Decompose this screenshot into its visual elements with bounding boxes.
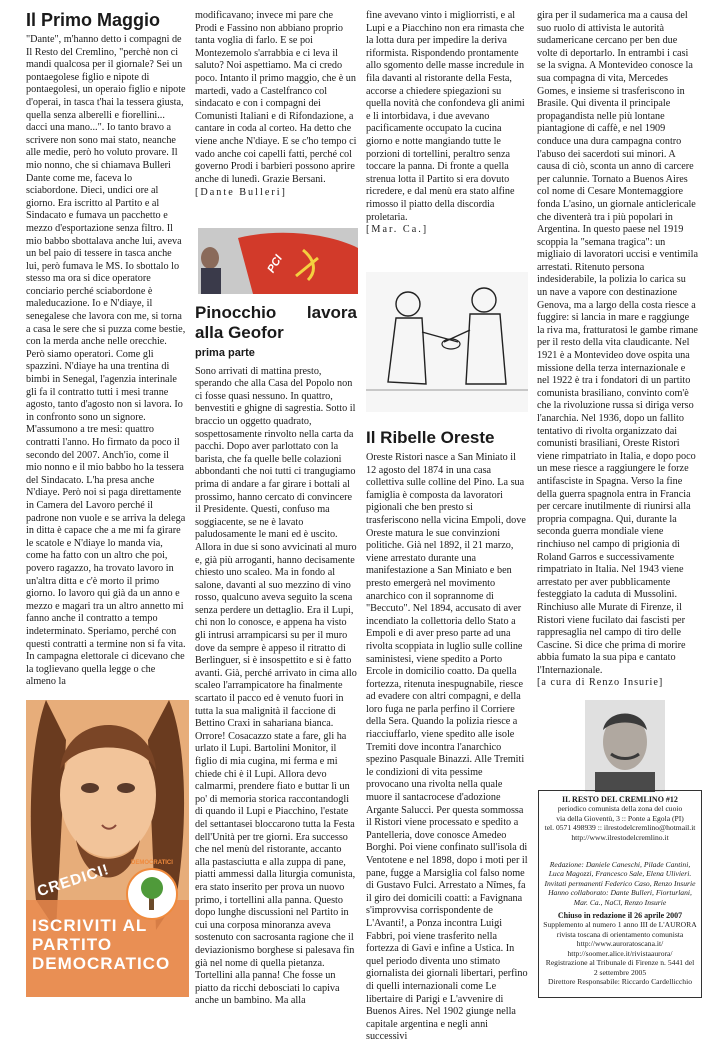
masthead-redazione: Redazione: Daniele Caneschi, Pilade Cantini, Luca Magozzi, Francesco Sale, Elena Ulivieri. xyxy=(548,860,692,879)
masthead-contact: tel. 0571 498939 :: ilrestodelcremlino@hotmail.it xyxy=(544,823,696,833)
masthead-invitati: Invitati permanenti Federico Caso, Renzo Insurie xyxy=(544,878,696,888)
masthead-url-rivista[interactable]: http://soomer.alice.it/rivistaaurora/ xyxy=(567,948,673,958)
ad-logo xyxy=(126,860,178,920)
flag-pci-text: PCI xyxy=(265,253,285,275)
column-1 xyxy=(26,10,186,689)
advertisement-partito-democratico xyxy=(26,700,189,997)
column-2-article-pinocchio xyxy=(195,303,357,1008)
ad-slogan: ISCRIVITI AL PARTITO DEMOCRATICO xyxy=(32,916,171,973)
masthead-director: Direttore Responsabile: Riccardo Cardellicchio xyxy=(547,976,693,986)
photo-oreste-ristori xyxy=(585,700,665,792)
masthead-spacer xyxy=(543,842,697,860)
article-body-primo-maggio-continued: modificavano; invece mi pare che Prodi e Fassino non abbiano proprio tanta voglia di farlo. E se poi Montezemolo s'arrabbia e ci leva il saluto? Noi aspettiamo. Ma ci credo poco. Intanto il primo maggio, che è un martedì, vado a Castelfranco col sindacato e con i compagni dei Comunisti Italiani e di Rifondazione, a cantare in coda al corteo. Ha detto che viene anche N'diaye. E se c'ho tempo ci vado anche coi capelli fatti, perché col governo Prodi i barbieri possono aprire anche di lunedì. Grazie Bersani. xyxy=(195,10,357,185)
ad-badge-credici: CREDICI! xyxy=(35,860,112,901)
olive-tree-icon xyxy=(128,870,176,918)
article-body-pinocchio-continued: fine avevano vinto i migliorristi, e al Lupi e a Piacchino non era rimasta che la lotta dura per impedire la deriva riformista. Rispondendo prontamente allo sgomento delle masse incredule in fila davanti al ristorante della Festa, accorse a chiedere spiegazioni su quella novità che confondeva gli animi e li intorbidava, i due avevano pacificamente occupato la cucina giorno e notte mangiando tutte le porzioni di tortellini, peraltro senza toccare la panna. Di fronte a quella strenua lotta il Partito si era dovuto ricredere, e dal menù era stato alfine rimosso il piatto della discordia proletaria. xyxy=(366,10,525,223)
masthead-supplement: Supplemento al numero 1 anno III de L'AURORA rivista toscana di orientamento comunista xyxy=(543,920,697,939)
portrait-illustration xyxy=(585,700,665,792)
article-body-primo-maggio: "Dante", m'hanno detto i compagni de Il Resto del Cremlino, "perchè non ci mandi qualcosa per il giornale? Sei un pontaegolese figlio e nipote di pontaegolesi, un operaio figlio e nipote d'operai, in tasca t'hai la tessera giusta, quella senza alberelli e fiorellini... dacci una mano...". Io tanto bravo a scrivere non sono mai stato, neanche alle medie, però ho voluto provare. Il mio nonno, che si chiamava Bulleri Dante come me, faceva lo sciabordone. Dieci, undici ore al giorno. Era iscritto al Partito e al Sindacato e fumava un pacchetto e mezzo d'esportazione senza filtro. Il mio babbo sbottalava anche lui, aveva un bel paio di tessere in tasca anche lui, però fumava le MS. Io sbottalo lo stesso ma ora si dice operatore conciario perché sciabordone è maleducazione. Io e N'diaye, il senegalese che lavora con me, si torna a casa le sere che si puzza come bestie, con la merda anche nelle orecchie. Però siamo operatori. Come gli spazzini. N'diaye ha una trentina di bimbi in Senegal, l'agenzia interinale gli fa il contratto tutti i mesi tranne agosto, tanto d'agosto non si lavora. Io in confronto sono un signore. M'assumono a tre mesi: quattro contratti l'anno. Ho firmato da poco il secondo del 2007. Anch'io, come il mio nonno e il mio babbo ho la tessera del Sindacato. L'ha presa anche N'diaye. Però noi si paga direttamente in Camera del Lavoro perché il padrone non vuole e se arriva la delega in ditta è capace che a me mi fa girare le scatole e N'diaye lo manda via, come ha fatto con un altro che poi, povero ragazzo, ha trovato lavoro in un'altra ditta e c'è morto il primo giorno. Io lavoro qui già da un anno e mezzo e magari tra un altro annetto mi fanno anche il contratto a tempo indeterminato. Speriamo, perché con questi contratti a termine non si fa vita. In campagna elettorale ci dicevano che la toglievano quella legge o che almeno la xyxy=(26,34,186,688)
article-body-ribelle-oreste-continued: gira per il sudamerica ma a causa del suo ruolo di attivista le autorità sudamericane cercano per ben due volte di deportarlo. In entrambi i casi se la svigna. A Montevideo conosce la sua compagna di vita, Mercedes Gomes, e insieme si trasferiscono in Brasile. Qui diventa il principale propagandista nelle più lontane piantagione di caffè, e nel 1909 conduce una dura campagna contro l'abuso dei sacerdoti sui minori. A causa di ciò, sconta un anno di carcere per calunnie. Tornato a Buenos Aires col nome di Cesare Montemaggiore fonda L'asino, un giornale anticlericale che diventerà tra i più popolari in Argentina. In questo paese nel 1919 scoppia la "semana tragica": un migliaio di lavoratori uccisi e ventimila arrestati. Ritenuto persona indesiderabile, la polizia lo carica su un nave a vapore con destinazione Genova, ma a largo della costa riesce a fuggire: si lancia in mare e raggiunge la riva ma, fratturatosi le gambe rimane per il resto della vita claudicante. Nel 1921 è a Montevideo dove ospita una missione della terza internazionale e nel 1922 è tra i fondatori di un partito comunista brasiliano, convinto com'è che la rivoluzione russa si diriga verso l'anarchia. Nel 1936, dopo un fallito tentativo di rivolta organizzato dai comunisti brasiliani, Oreste Ristori viene rimpatriato in Italia, e dopo poco un mese riesce a raggiungere le forze antifasciste in Spagna. Verso la fine della guerra spagnola entra in Francia per cercare inutilmente di riunirsi alla propria compagna. Qui, durante la seconda guerra mondiale viene rinchiuso nel campo di prigionia di Roland Garros e successivamente rimpatriato in Italia. Nel 1943 viene arrestato per aver pubblicamente festeggiato la caduta di Mussolini. Rinchiuso alle Murate di Firenze, il Ristori viene fucilato dai fascisti per rappresaglia nel campo di tiro delle Cascine. Si dice che prima di morire abbia fumato la sua pipa e cantato l'Internazionale. xyxy=(537,10,698,676)
cartoon-illustration xyxy=(366,272,528,412)
article-signature-bulleri: [Dante Bulleri] xyxy=(195,187,287,199)
masthead-box xyxy=(538,790,702,998)
article-title-pinocchio: Pinocchio lavora alla Geofor xyxy=(195,303,357,342)
photo-pci-flag xyxy=(198,228,358,294)
article-title-ribelle-oreste: Il Ribelle Oreste xyxy=(366,428,495,447)
column-2 xyxy=(195,10,357,200)
masthead-website[interactable]: http://www.ilrestodelcremlino.it xyxy=(571,832,669,842)
masthead-registration: Registrazione al Tribunale di Firenze n. 5441 del 2 settembre 2005 xyxy=(545,958,695,977)
article-signature-insurie: [a cura di Renzo Insurie] xyxy=(537,677,664,689)
masthead-closing-date: Chiuso in redazione il 26 aprile 2007 xyxy=(557,911,683,921)
ad-logo-text: DEMOCRATICI xyxy=(131,860,173,866)
cartoon-drawing xyxy=(366,272,528,412)
masthead-collaboratori: Hanno collaborato: Dante Bulleri, Fiorturlani, Mar. Ca., NaCl, Renzo Insurie xyxy=(548,888,692,907)
masthead-url-aurora[interactable]: http://www.auroratoscana.it/ xyxy=(576,939,664,949)
article-title-primo-maggio: Il Primo Maggio xyxy=(26,10,161,30)
masthead-description: periodico comunista della zona del cuoio xyxy=(557,804,683,814)
masthead-address: via della Gioventù, 3 :: Ponte a Egola (PI) xyxy=(556,813,684,823)
article-body-pinocchio: Sono arrivati di mattina presto, sperando che alla Casa del Popolo non ci fosse quasi nessuno. In quattro, benvestiti e ghigne di sagrestia. Sotto il braccio un oggetto quadrato, sospettosamente rinvolto nella carta da pacchi. Dopo aver parlottato con la barista, che fa quelle belle colazioni abbondanti che noi tutti ci trangugiamo prima di andare a far girare i bottali al prossimo, hanno cercato di convincere il Presidente. Questi, confuso ma soggiacente, se ne è lavato paludosamente le mani ed è uscito. Allora in due si sono avvicinati al muro e, già più arroganti, hanno decisamente chiesto uno scaleo. Ma in fondo al salone, davanti al suo mezzino di vino rosso, qualcuno aveva seguito la scena senza perdere un dettaglio. Era il Lupi, chi non lo conosce, e appena ha visto gli intrusi arrampicarsi su per il muro dove da sempre è appeso il ritratto di Berlinguer, si è insospettito e si è fatto avanti. Già, perché arrivato in cima allo scaleo l'arrampicatore ha finalmente scartato il pacco ed è venuto fuori in tutta la sua malignità il faccione di Bettino Craxi in sahariana bianca. Orrore! Cosacazzo state a fare, gli ha urlato il Lupi. Bartolini Monitor, il figlio di mia cugina, mi ferma e mi chiede chi è il Lupi. Allora devo calmarmi, prendere fiato e buttar lì un po' di memoria storica raccontandogli di quando il Lupi e Piacchino, l'estate del settantasei bloccarono tutta la Festa dell'Unità per tre giorni. Era successo che nel menù del ristorante, accanto alla pastasciutta e alla zuppa di pane, piatti ammessi dalla liturgia comunista, era stato inserito per prova un nuovo primo, i tortellini alla panna. Questo dopo lunghe discussioni nel Partito in cui una corposa minoranza aveva sostenuto con sacrosanta ragione che il deviazionismo borghese si palesava fin già nel nome di quella pietanza. Tortellini alla panna! Che fosse un piatto da ricchi debosciati lo capiva anche un bambino. Ma alla xyxy=(195,365,357,1007)
article-subtitle-prima-parte: prima parte xyxy=(195,347,255,359)
column-3-article-ribelle xyxy=(366,428,528,1044)
article-body-ribelle-oreste: Oreste Ristori nasce a San Miniato il 12 agosto del 1874 in una casa collettiva sulle colline del Pino. La sua famiglia è composta da lavoratori pigionali che ben presto si trasferiscono nella vicina Empoli, dove Oreste matura le sue convinzioni politiche. Già nel 1892, il 21 marzo, viene arrestato durante una manifestazione a San Miniato e ben presto emergerà nel movimento anarchico con il soprannome di "Beccuto". Nel 1894, accusato di aver incendiato la collettoria dello Stato a Empoli e di aver preso parte ad una rivolta scoppiata in luglio sulle colline saministesi, viene spedito a Porto Ercole in domicilio coatto. Da quella fortezza, ritenuta inespugnabile, riesce ad evadere con altri compagni, e della loro fuga ne parla perfino il Corriere della Sera. Quando la polizia riesce a riacciuffarlo, viene spedito alle isole Tremiti dove incontra l'anarchico spezino Pasquale Binazzi. Alle Tremiti le condizioni di vita pessime provocano una rivolta nella quale muore il santacrocese d'adozione Argante Salucci. Per questa sommossa il Ristori viene processato e spedito a Pantelleria, dove conosce Amedeo Borghi. Poi viene confinato sull'isola di Ventotene e nel 1898, dopo i moti per il pane, fugge a Marsiglia col falso nome di Gustavo Fulci. Arrestato a Nîmes, fa il giro dei domicili coatti: a Favignana s'improvvisa corrispondente de L'Avanti!, a Ponza incontra Luigi Fabbri, poi viene trasferito nella fortezza di Gavi e infine a Ustica. In quel periodo diventa uno stimato giornalista dei giornali libertari, perfino di quelli internazionali come Le libertaire di Parigi e L'avvenire di Buenos Aires. Nel 1902 giunge nella capitale argentina e negli anni successivi xyxy=(366,452,528,1043)
column-4 xyxy=(537,10,698,690)
masthead-title: IL RESTO DEL CREMLINO #12 xyxy=(562,795,678,804)
article-signature-marca: [Mar. Ca.] xyxy=(366,224,429,236)
column-3 xyxy=(366,10,528,237)
